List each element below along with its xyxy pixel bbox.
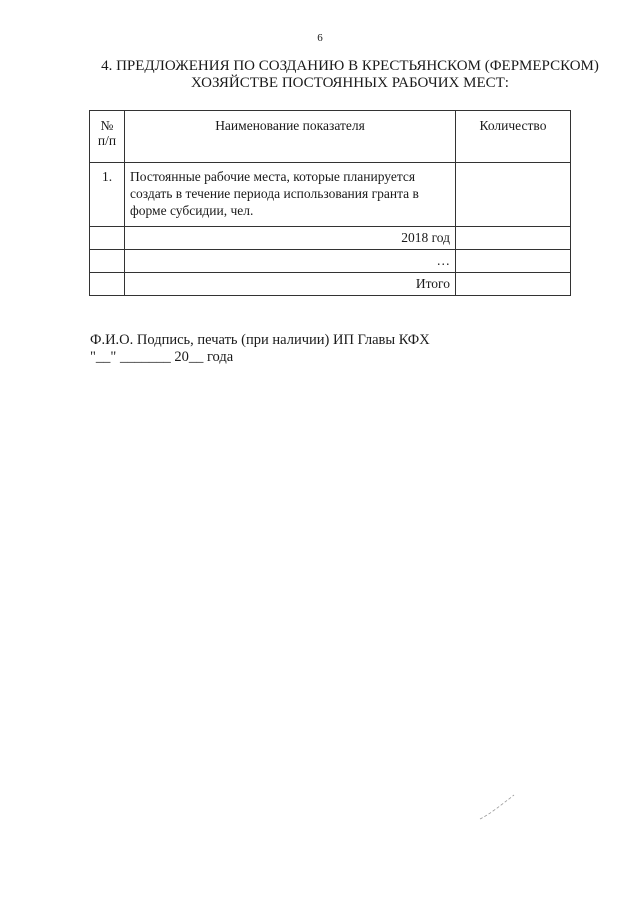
header-name: Наименование показателя	[125, 111, 456, 163]
table-row	[90, 227, 571, 250]
row-num	[90, 250, 125, 273]
table-row	[90, 273, 571, 296]
row-quantity	[456, 227, 571, 250]
row-name: Итого	[125, 273, 456, 296]
row-quantity	[456, 163, 571, 227]
section-heading-line-2: ХОЗЯЙСТВЕ ПОСТОЯННЫХ РАБОЧИХ МЕСТ:	[191, 75, 509, 91]
signature-block	[90, 332, 430, 366]
section-heading-line-1: 4. ПРЕДЛОЖЕНИЯ ПО СОЗДАНИЮ В КРЕСТЬЯНСКОМ (ФЕРМЕРСКОМ)	[101, 58, 599, 74]
header-quantity: Количество	[456, 111, 571, 163]
signature-line: Ф.И.О. Подпись, печать (при наличии) ИП Главы КФХ	[90, 332, 430, 348]
section-heading	[80, 58, 620, 92]
row-quantity	[456, 273, 571, 296]
pen-mark	[478, 792, 518, 822]
row-name: …	[125, 250, 456, 273]
row-name: Постоянные рабочие места, которые планируется создать в течение периода использования гранта в форме субсидии, чел.	[125, 163, 456, 227]
workplaces-table	[89, 110, 571, 296]
row-quantity	[456, 250, 571, 273]
table-header-row	[90, 111, 571, 163]
table-row	[90, 250, 571, 273]
row-num	[90, 273, 125, 296]
page-number: 6	[317, 32, 323, 44]
table-row	[90, 163, 571, 227]
row-name: 2018 год	[125, 227, 456, 250]
row-num	[90, 227, 125, 250]
date-line: "__" _______ 20__ года	[90, 349, 234, 365]
header-num: № п/п	[90, 111, 125, 163]
row-num: 1.	[90, 163, 125, 227]
